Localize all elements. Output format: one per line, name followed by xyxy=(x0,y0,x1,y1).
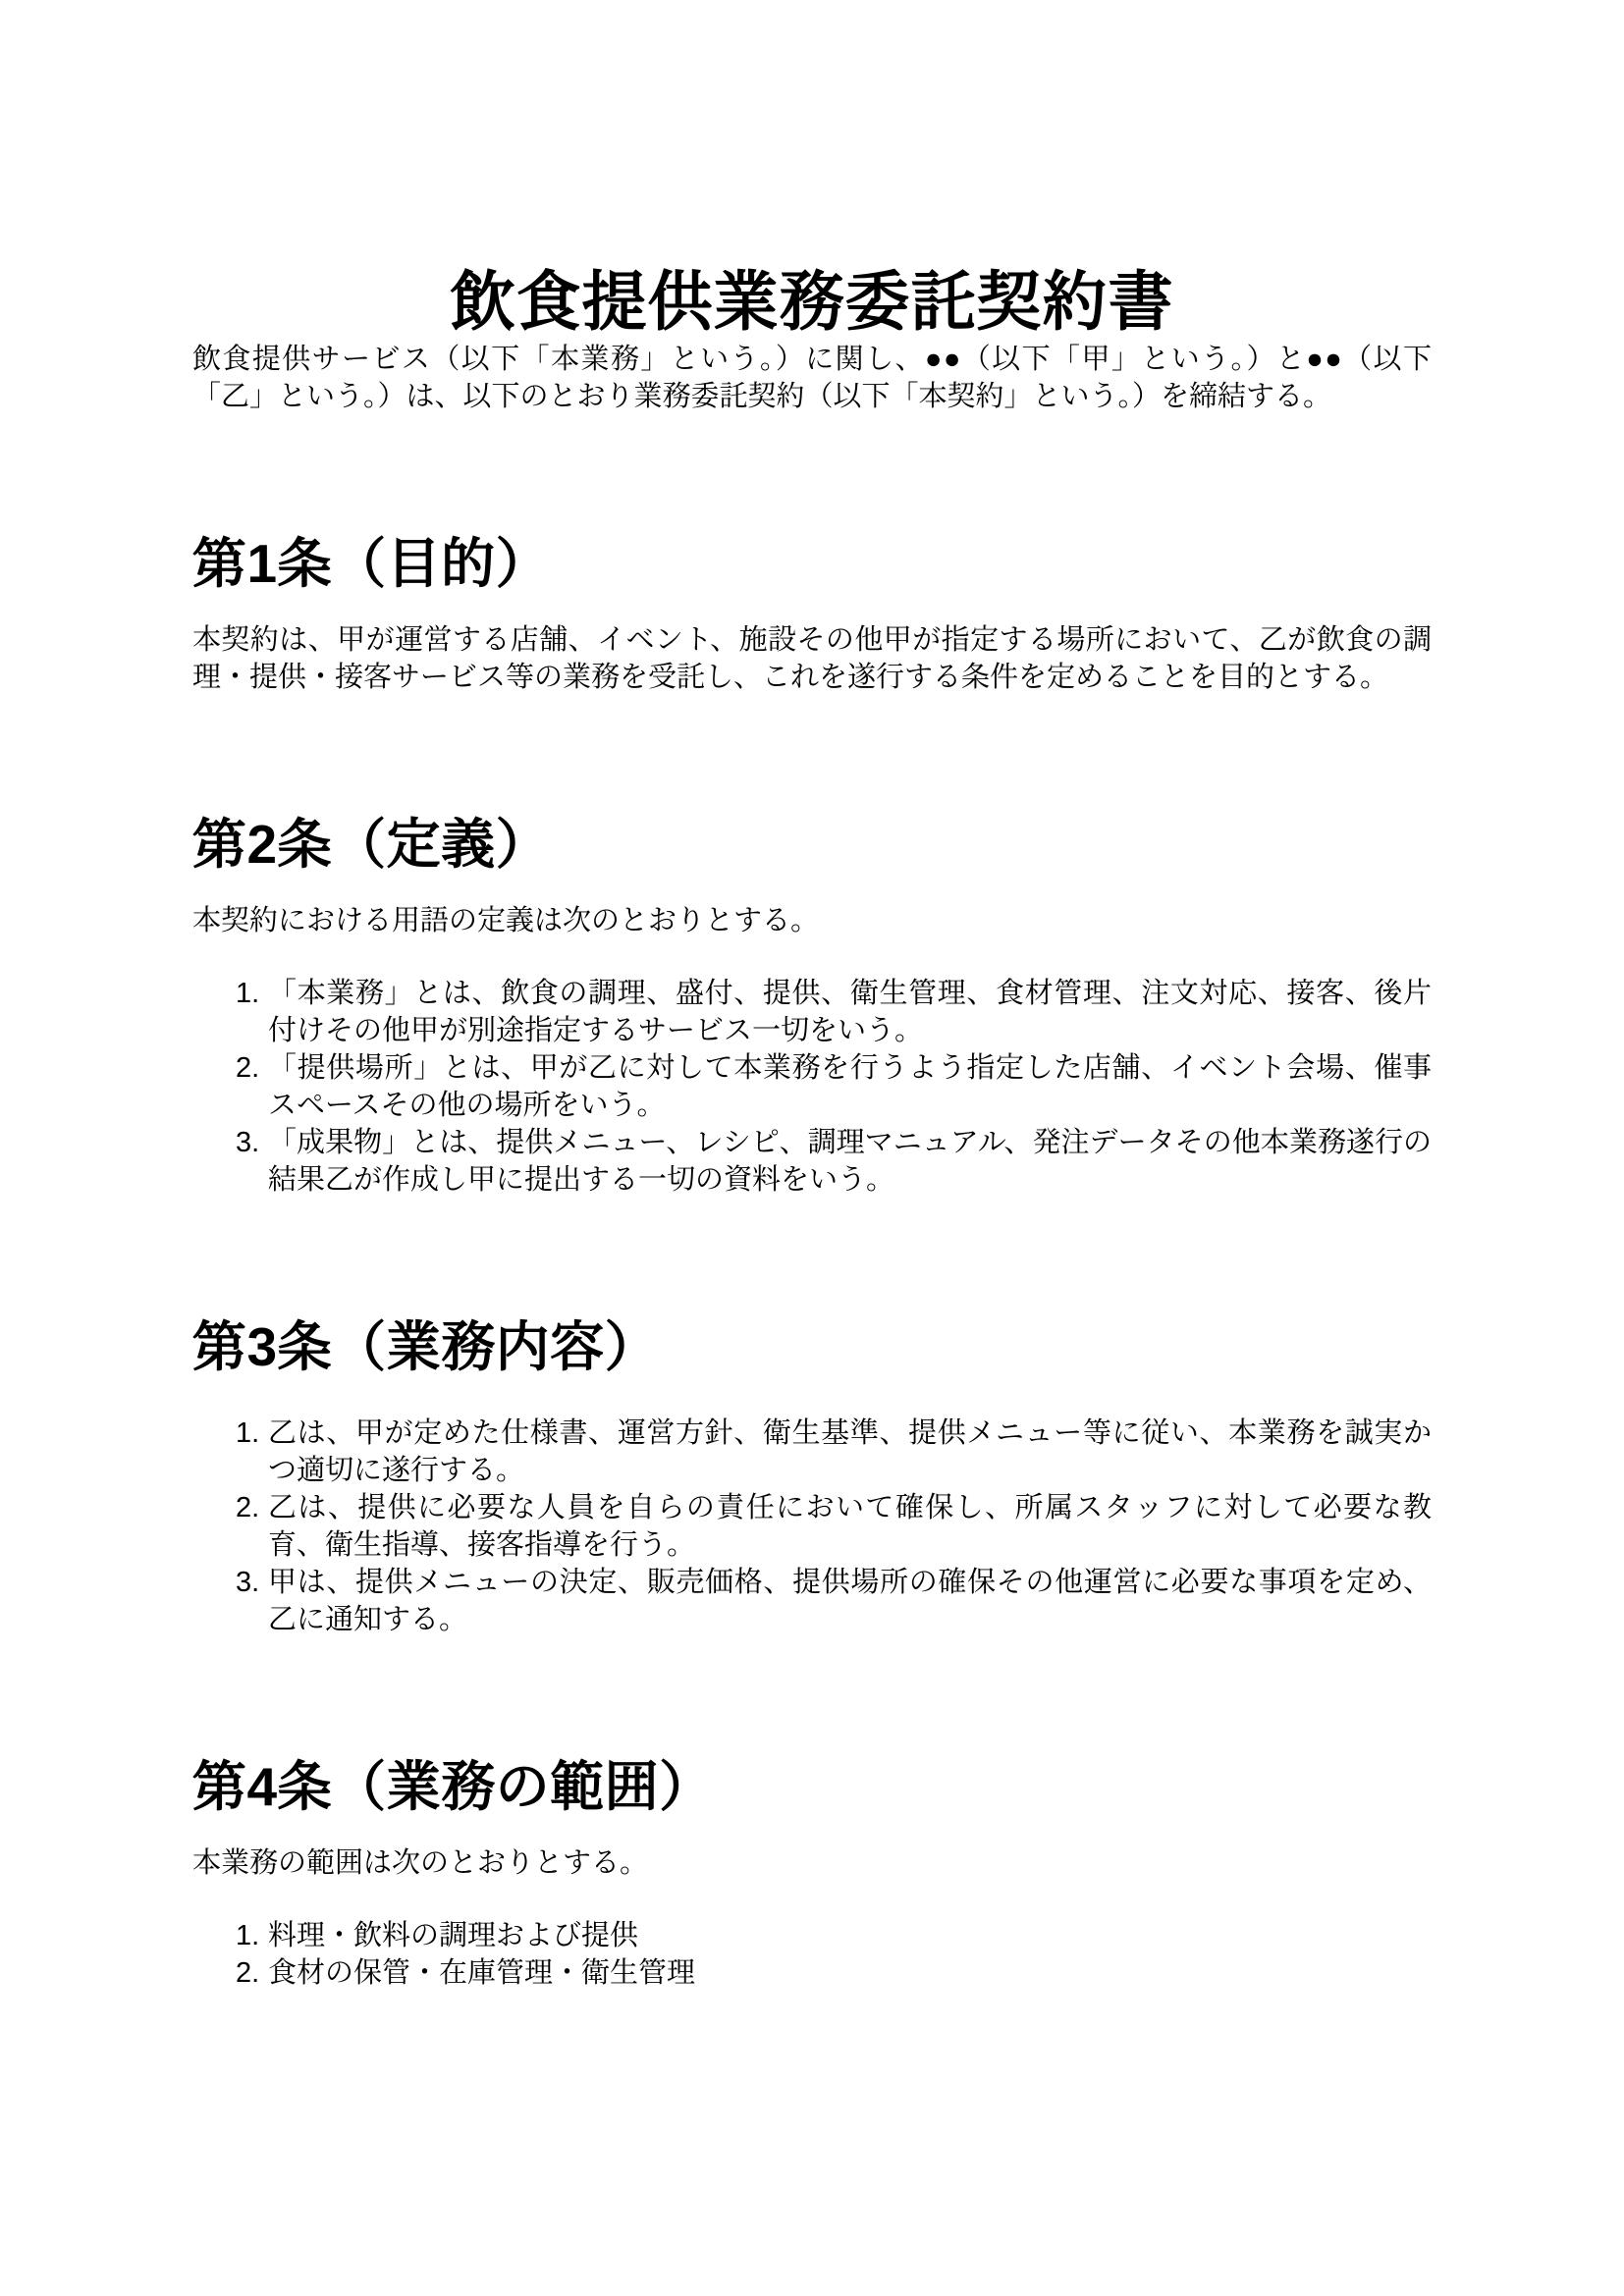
contract-section xyxy=(192,531,1432,696)
section-heading: 第3条（業務内容） xyxy=(192,1316,660,1378)
list-item: 「成果物」とは、提供メニュー、レシピ、調理マニュアル、発注データその他本業務遂行の結果乙が作成し甲に提出する一切の資料をいう。 xyxy=(268,1127,1432,1197)
list-item: 食材の保管・在庫管理・衛生管理 xyxy=(268,1957,696,1990)
section-item-list xyxy=(192,1917,1432,1992)
list-item: 料理・飲料の調理および提供 xyxy=(268,1920,639,1952)
section-paragraph: 本契約は、甲が運営する店舗、イベント、施設その他甲が指定する場所において、乙が飲食の調理・提供・接客サービス等の業務を受託し、これを遂行する条件を定めることを目的とする。 xyxy=(192,624,1432,694)
section-item-list xyxy=(192,975,1432,1199)
intro-paragraph: 飲食提供サービス（以下「本業務」という。）に関し、●●（以下「甲」という。）と●●（以下「乙」という。）は、以下のとおり業務委託契約（以下「本契約」という。）を締結する。 xyxy=(192,344,1432,413)
section-item-list xyxy=(192,1415,1432,1638)
document-title: 飲食提供業務委託契約書 xyxy=(450,265,1174,338)
contract-section xyxy=(192,1754,1432,1992)
list-item: 甲は、提供メニューの決定、販売価格、提供場所の確保その他運営に必要な事項を定め、乙に通知する。 xyxy=(268,1567,1432,1636)
list-item: 乙は、提供に必要な人員を自らの責任において確保し、所属スタッフに対して必要な教育、衛生指導、接客指導を行う。 xyxy=(268,1492,1432,1562)
list-item: 「本業務」とは、飲食の調理、盛付、提供、衛生管理、食材管理、注文対応、接客、後片付けその他甲が別途指定するサービス一切をいう。 xyxy=(268,978,1432,1047)
list-item: 乙は、甲が定めた仕様書、運営方針、衛生基準、提供メニュー等に従い、本業務を誠実かつ適切に遂行する。 xyxy=(268,1417,1432,1487)
list-item: 「提供場所」とは、甲が乙に対して本業務を行うよう指定した店舗、イベント会場、催事スペースその他の場所をいう。 xyxy=(268,1052,1432,1122)
section-heading: 第4条（業務の範囲） xyxy=(192,1756,714,1818)
section-paragraph: 本業務の範囲は次のとおりとする。 xyxy=(192,1847,649,1880)
section-heading: 第2条（定義） xyxy=(192,814,551,876)
contract-section xyxy=(192,1314,1432,1638)
contract-section xyxy=(192,812,1432,1199)
section-heading: 第1条（目的） xyxy=(192,533,551,595)
sections-container xyxy=(192,531,1432,1992)
section-paragraph: 本契約における用語の定義は次のとおりとする。 xyxy=(192,905,820,937)
